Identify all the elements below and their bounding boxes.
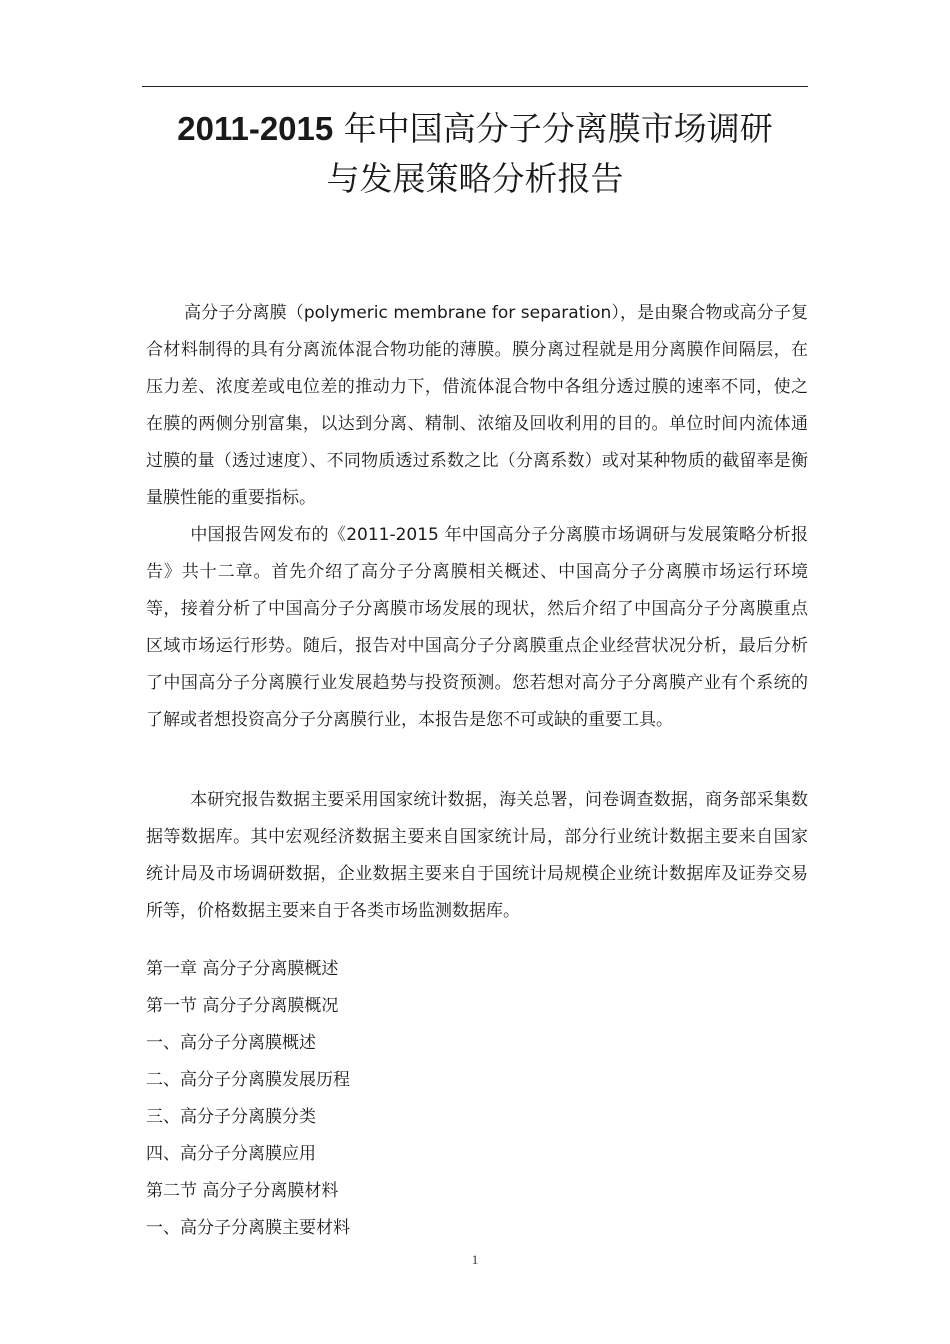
- toc-item: 一、高分子分离膜概述: [146, 1033, 316, 1053]
- paragraph-intro-text: 高分子分离膜（polymeric membrane for separation），是由聚合物或高分子复合材料制得的具有分离流体混合物功能的薄膜。膜分离过程就是用分离膜作间隔层，在压力差、浓度差或电位差的推动力下，借流体混合物中各组分透过膜的速率不同，使之在膜的两侧分别富集，以达到分离、精制、浓缩及回收利用的目的。单位时间内流体通过膜的量（透过速度）、不同物质透过系数之比（分离系数）或对某种物质的截留率是衡量膜性能的重要指标。: [146, 303, 808, 508]
- paragraph-data-sources: [146, 782, 808, 930]
- toc-item: 四、高分子分离膜应用: [146, 1144, 316, 1164]
- toc-item: 第二节 高分子分离膜材料: [146, 1181, 339, 1201]
- paragraph-report-summary: [146, 517, 808, 739]
- toc-item: 二、高分子分离膜发展历程: [146, 1070, 350, 1090]
- title-line1: 年中国高分子分离膜市场调研: [333, 109, 773, 148]
- toc-item: 第一章 高分子分离膜概述: [146, 959, 339, 979]
- paragraph-data-sources-text: 本研究报告数据主要采用国家统计数据，海关总署，问卷调查数据，商务部采集数据等数据库。其中宏观经济数据主要来自国家统计局，部分行业统计数据主要来自国家统计局及市场调研数据，企业数据主要来自于国统计局规模企业统计数据库及证券交易所等，价格数据主要来自于各类市场监测数据库。: [146, 790, 808, 921]
- title-line2: 与发展策略分析报告: [326, 159, 624, 198]
- paragraph-report-summary-text: 中国报告网发布的《2011-2015 年中国高分子分离膜市场调研与发展策略分析报告》共十二章。首先介绍了高分子分离膜相关概述、中国高分子分离膜市场运行环境等，接着分析了中国高分子分离膜市场发展的现状，然后介绍了中国高分子分离膜重点区域市场运行形势。随后，报告对中国高分子分离膜重点企业经营状况分析，最后分析了中国高分子分离膜行业发展趋势与投资预测。您若想对高分子分离膜产业有个系统的了解或者想投资高分子分离膜行业，本报告是您不可或缺的重要工具。: [146, 525, 808, 730]
- toc-item: 三、高分子分离膜分类: [146, 1107, 316, 1127]
- title-year: 2011-2015: [177, 110, 334, 147]
- toc-item: 第一节 高分子分离膜概况: [146, 996, 339, 1016]
- page-number: 1: [471, 1252, 479, 1267]
- table-of-contents: [146, 951, 808, 1247]
- toc-item: 一、高分子分离膜主要材料: [146, 1218, 350, 1238]
- paragraph-intro: [146, 295, 808, 517]
- header-rule: [142, 86, 808, 87]
- document-title: [120, 104, 830, 204]
